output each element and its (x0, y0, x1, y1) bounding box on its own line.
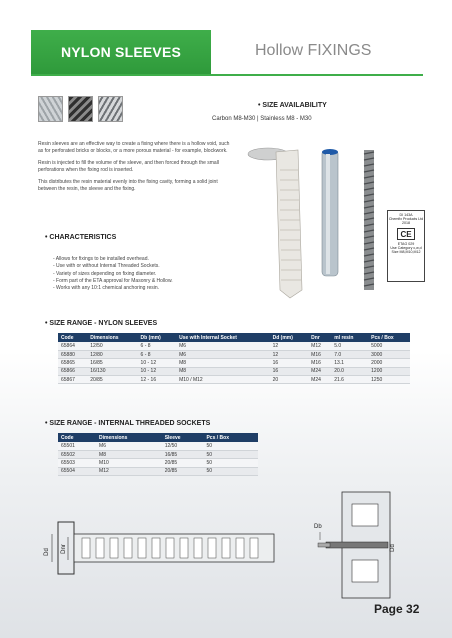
availability-text: Carbon M8-M30 | Stainless M8 - M30 (212, 116, 312, 122)
table-cell: M8 (176, 367, 270, 375)
intro-paragraph: Resin sleeves are an effective way to create a fixing where there is a hollow void, such as for perforated bricks or blocks, or a more porous material - for example, blockwork. (38, 141, 230, 154)
table-cell: 16 (270, 367, 309, 375)
list-item: - Form part of the ETA approval for Masonry & Hollow. (53, 277, 173, 284)
table-cell: M8 (96, 450, 162, 458)
table-row (58, 442, 258, 450)
table-cell: 50 (203, 459, 258, 467)
intro-text (38, 141, 230, 198)
table-cell: 65867 (58, 376, 87, 384)
table-cell: 1200 (368, 367, 410, 375)
column-header: ml resin (331, 333, 368, 342)
table-header-row (58, 333, 410, 342)
table-cell: 5.0 (331, 342, 368, 350)
table-cell: 12 (270, 350, 309, 358)
characteristics-heading: • CHARACTERISTICS (45, 234, 117, 241)
table-cell: 65502 (58, 450, 96, 458)
availability-heading: • SIZE AVAILABILITY (258, 102, 327, 109)
table-cell: M6 (96, 442, 162, 450)
table-cell: 50 (203, 450, 258, 458)
column-header: Code (58, 333, 87, 342)
column-header: Db (mm) (138, 333, 177, 342)
table-cell: 65503 (58, 459, 96, 467)
table-cell: 50 (203, 467, 258, 475)
table-cell: 21.6 (331, 376, 368, 384)
socket-table-heading: • SIZE RANGE - INTERNAL THREADED SOCKETS (45, 420, 211, 427)
nylon-sleeve-image (248, 148, 302, 298)
table-cell: 20 (270, 376, 309, 384)
table-cell: 16/85 (87, 359, 137, 367)
table-cell: M12 (308, 342, 331, 350)
table-row (58, 342, 410, 350)
cert-line: Chemfix Products Ltd (388, 217, 424, 222)
intro-paragraph: Resin is injected to fill the volume of the sleeve, and then forced through the small perforations when the fixing rod is inserted. (38, 160, 219, 173)
table-cell: 65866 (58, 367, 87, 375)
table-cell: 20/85 (162, 459, 204, 467)
cert-line: 2018 (402, 221, 410, 226)
ce-mark-icon: CE (397, 228, 415, 240)
table-cell: 10 - 12 (138, 367, 177, 375)
table-cell: 2000 (368, 359, 410, 367)
table-cell: 16/130 (87, 367, 137, 375)
table-cell: 12/50 (162, 442, 204, 450)
dd-right-label: Dd (390, 544, 396, 552)
table-cell: 6 - 8 (138, 350, 177, 358)
list-item: - Use with or without Internal Threaded Sockets. (53, 263, 160, 270)
table-cell: 7.0 (331, 350, 368, 358)
table-cell: 65501 (58, 442, 96, 450)
cert-line: ETAG 029 (397, 241, 415, 246)
table-row (58, 350, 410, 358)
table-cell: 20/85 (162, 467, 204, 475)
table-cell: M10 (96, 459, 162, 467)
table-header-row (58, 433, 258, 442)
table-cell: 3000 (368, 350, 410, 358)
table-cell: 12/50 (87, 342, 137, 350)
black-swatch (68, 96, 93, 122)
table-cell: M24 (308, 367, 331, 375)
column-header: Use with Internal Socket (176, 333, 270, 342)
dnr-label: Dnr (61, 544, 67, 554)
stainless-swatch (98, 96, 123, 122)
column-header: Pcs / Box (368, 333, 410, 342)
column-header: Code (58, 433, 96, 442)
column-header: Dd (mm) (270, 333, 309, 342)
table-cell: 5000 (368, 342, 410, 350)
table-cell: M12 (96, 467, 162, 475)
dd-label: Dd (44, 548, 50, 556)
table-cell: 20/85 (87, 376, 137, 384)
column-header: Sleeve (162, 433, 204, 442)
threaded-rod-image (364, 150, 374, 290)
table-cell: 65865 (58, 359, 87, 367)
table-row (58, 376, 410, 384)
table-cell: 1250 (368, 376, 410, 384)
column-header: Dimensions (96, 433, 162, 442)
category-tab: NYLON SLEEVES (31, 30, 211, 74)
product-photo (240, 140, 390, 310)
cert-line: DI 143A (399, 213, 413, 217)
db-label: Db (314, 524, 322, 530)
nylon-table-heading: • SIZE RANGE - NYLON SLEEVES (45, 320, 158, 327)
eta-certificate (387, 210, 425, 282)
column-header: Dnr (308, 333, 331, 342)
nylon-sleeves-table (58, 333, 410, 384)
column-header: Pcs / Box (203, 433, 258, 442)
installation-drawing (296, 490, 396, 600)
cert-line: Size M8,M10,M12 (391, 250, 421, 255)
table-cell: 16 (270, 359, 309, 367)
column-header: Dimensions (87, 333, 137, 342)
intro-paragraph: This distributes the resin material evenly into the fixing cavity, forming a solid joint between the resin, the sleeve and the fixing. (38, 179, 218, 192)
table-cell: 12 (270, 342, 309, 350)
cert-line: Use Category c,w,d (390, 245, 422, 250)
table-cell: M6 (176, 350, 270, 358)
page-number: Page 32 (374, 602, 420, 616)
list-item: - Allows for fixings to be installed overhead. (53, 256, 149, 262)
table-row (58, 450, 258, 458)
threaded-socket-image (322, 149, 338, 276)
table-cell: 16/85 (162, 450, 204, 458)
table-cell: 6 - 8 (138, 342, 177, 350)
table-cell: 12/80 (87, 350, 137, 358)
table-cell: 20.0 (331, 367, 368, 375)
table-cell: 10 - 12 (138, 359, 177, 367)
table-cell: M16 (308, 359, 331, 367)
table-row (58, 359, 410, 367)
table-cell: 65504 (58, 467, 96, 475)
list-item: - Works with any 10:1 chemical anchoring resin. (53, 285, 160, 292)
table-cell: M10 / M12 (176, 376, 270, 384)
table-cell: M6 (176, 342, 270, 350)
table-cell: M16 (308, 350, 331, 358)
table-cell: M24 (308, 376, 331, 384)
table-cell: 13.1 (331, 359, 368, 367)
table-cell: 65880 (58, 350, 87, 358)
table-row (58, 459, 258, 467)
list-item: - Variety of sizes depending on fixing diameter. (53, 270, 157, 277)
section-title: Hollow FIXINGS (255, 42, 372, 59)
table-cell: 50 (203, 442, 258, 450)
sleeve-dimension-drawing (38, 512, 278, 582)
table-cell: 65864 (58, 342, 87, 350)
characteristics-list (53, 256, 173, 292)
table-row (58, 367, 410, 375)
header-divider (31, 74, 423, 76)
table-row (58, 467, 258, 475)
finish-swatches (38, 96, 123, 122)
carbon-swatch (38, 96, 63, 122)
table-cell: M8 (176, 359, 270, 367)
table-cell: 12 - 16 (138, 376, 177, 384)
threaded-sockets-table (58, 433, 258, 476)
